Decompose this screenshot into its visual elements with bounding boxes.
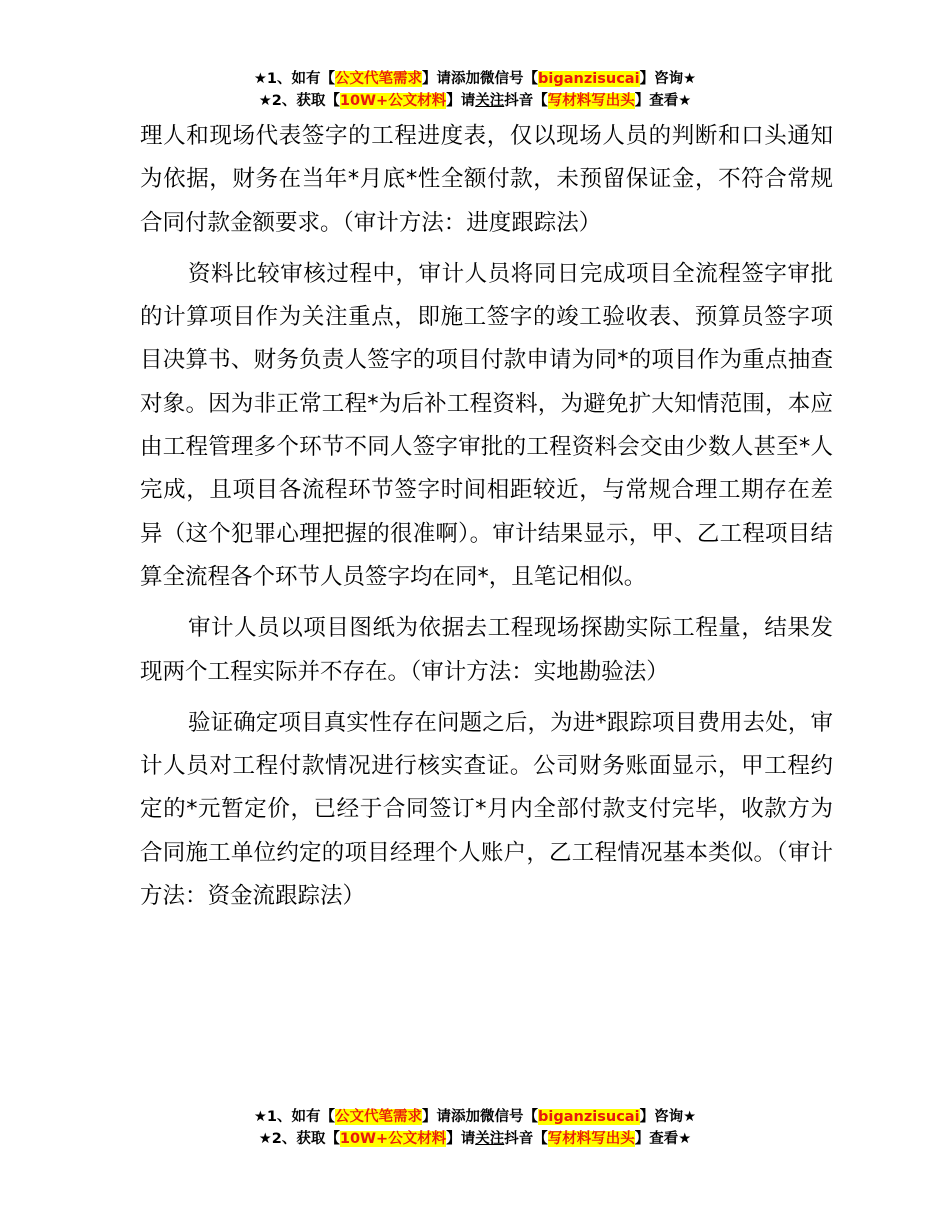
header-line-1-suffix: 】咨询★ [639,71,697,87]
footer-line-2-prefix: ★2、获取【 [258,1131,340,1147]
header-line-1-prefix: ★1、如有【 [253,71,336,87]
footer-line-1 [0,1106,950,1128]
footer-line-2-suffix: 】查看★ [634,1131,692,1147]
footer-line-1-prefix: ★1、如有【 [253,1109,336,1125]
header-ghostwriting-highlight: 公文代笔需求 [335,71,423,87]
body-paragraph-4: 验证确定项目真实性存在问题之后，为进*跟踪项目费用去处，审计人员对工程付款情况进行核实查证。公司财务账面显示，甲工程约定的*元暂定价，已经于合同签订*月内全部付款支付完毕，收款方为合同施工单位约定的项目经理个人账户，乙工程情况基本类似。（审计方法：资金流跟踪法） [140,709,833,910]
header-follow-underlined: 关注 [475,93,505,109]
body-paragraph-1: 理人和现场代表签字的工程进度表，仅以现场人员的判断和口头通知为依据，财务在当年*月底*性全额付款，未预留保证金，不符合常规合同付款金额要求。（审计方法：进度跟踪法） [140,123,833,236]
header-line-2-middle: 】请 [446,93,476,109]
footer-line-2-middle-2: 抖音【 [504,1131,548,1147]
footer-line-1-suffix: 】咨询★ [639,1109,697,1125]
document-body [140,115,833,926]
header-douyin-account-highlight: 写材料写出头 [547,93,635,109]
header-line-2-suffix: 】查看★ [634,93,692,109]
footer-douyin-account-highlight: 写材料写出头 [547,1131,635,1147]
header-banner [0,68,950,112]
header-materials-highlight: 10W+公文材料 [339,93,447,109]
body-paragraph-3: 审计人员以项目图纸为依据去工程现场探勘实际工程量，结果发现两个工程实际并不存在。（审计方法：实地勘验法） [140,615,833,685]
footer-follow-underlined: 关注 [475,1131,505,1147]
footer-wechat-id-highlight: biganzisucai [538,1109,640,1125]
footer-banner [0,1106,950,1150]
footer-materials-highlight: 10W+公文材料 [339,1131,447,1147]
header-line-1-middle: 】请添加微信号【 [422,71,539,87]
footer-line-1-middle: 】请添加微信号【 [422,1109,539,1125]
footer-line-2-middle: 】请 [446,1131,476,1147]
header-line-2-prefix: ★2、获取【 [258,93,340,109]
footer-line-2 [0,1128,950,1150]
body-paragraph-2: 资料比较审核过程中，审计人员将同日完成项目全流程签字审批的计算项目作为关注重点，即施工签字的竣工验收表、预算员签字项目决算书、财务负责人签字的项目付款申请为同*的项目作为重点抽查对象。因为非正常工程*为后补工程资料，为避免扩大知情范围，本应由工程管理多个环节不同人签字审批的工程资料会交由少数人甚至*人完成，且项目各流程环节签字时间相距较近，与常规合理工期存在差异（这个犯罪心理把握的很准啊）。审计结果显示，甲、乙工程项目结算全流程各个环节人员签字均在同*，且笔记相似。 [140,260,833,590]
header-line-2 [0,90,950,112]
header-line-1 [0,68,950,90]
header-wechat-id-highlight: biganzisucai [538,71,640,87]
header-line-2-middle-2: 抖音【 [504,93,548,109]
footer-ghostwriting-highlight: 公文代笔需求 [335,1109,423,1125]
